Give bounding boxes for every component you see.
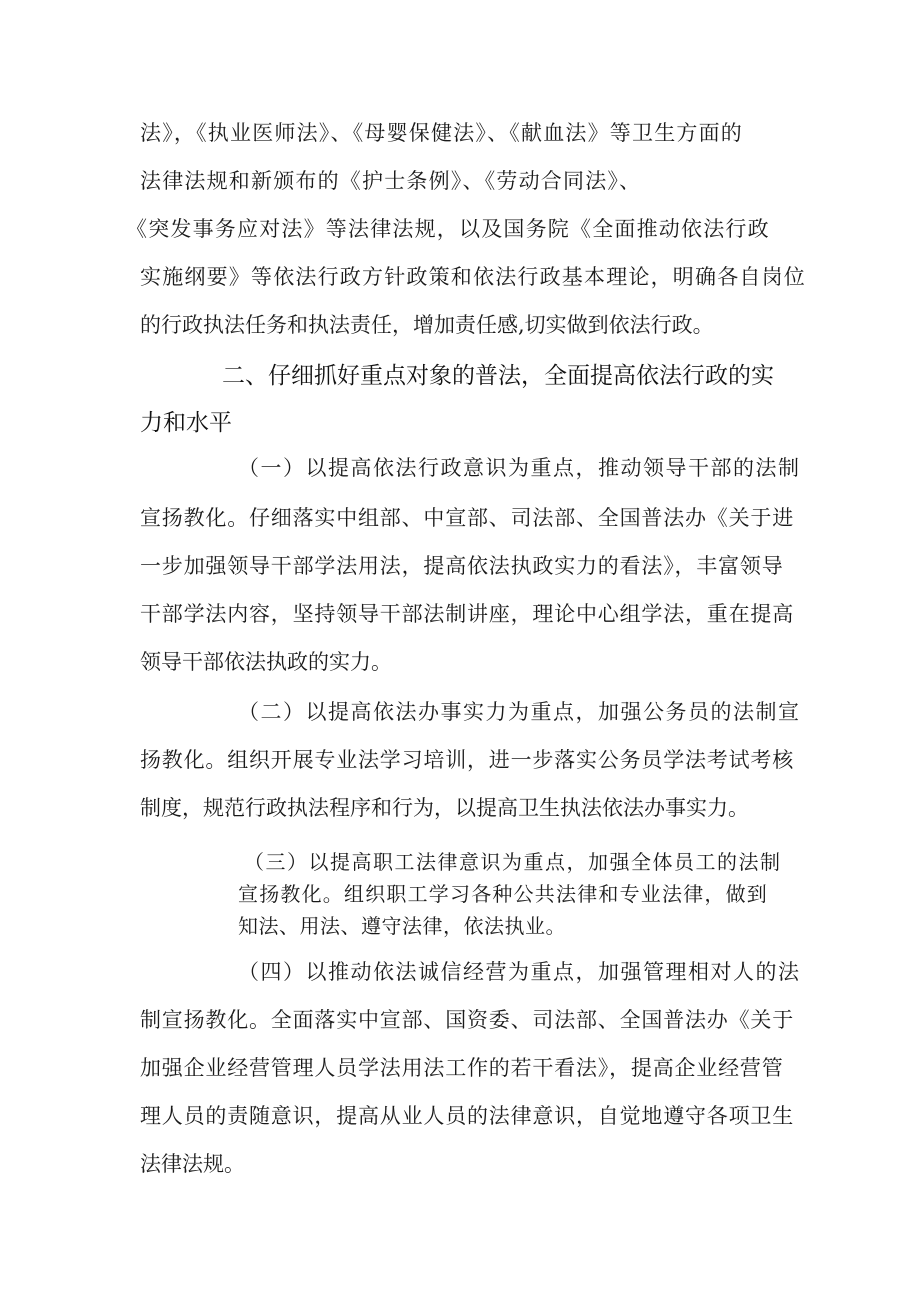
intro-line-2: 法律法规和新颁布的《护士条例》、《劳动合同法》、 [140, 169, 642, 193]
item3-line-2: 宣扬教化。组织职工学习各种公共法律和专业法律，做到 [238, 882, 768, 906]
item4-line-2: 制宣扬教化。全面落实中宣部、国资委、司法部、全国普法办《关于 [140, 1008, 794, 1032]
item2-line-3: 制度，规范行政执法程序和行为，以提高卫生执法依法办事实力。 [140, 796, 749, 820]
item4-line-1: （四）以推动依法诚信经营为重点，加强管理相对人的法 [238, 960, 801, 984]
section-heading-line-2: 力和水平 [140, 410, 232, 436]
intro-line-1: 法》，《执业医师法》、《母婴保健法》、《献血法》等卫生方面的 [140, 121, 743, 145]
item1-line-2: 宣扬教化。仔细落实中组部、中宣部、司法部、全国普法办《关于进 [140, 506, 794, 530]
item1-line-1: （一）以提高依法行政意识为重点，推动领导干部的法制 [238, 456, 801, 480]
item4-line-3: 加强企业经营管理人员学法用法工作的若干看法》，提高企业经营管 [140, 1056, 784, 1080]
intro-line-5: 的行政执法任务和执法责任，增加责任感,切实做到依法行政。 [140, 313, 714, 337]
item2-line-2: 扬教化。组织开展专业法学习培训，进一步落实公务员学法考试考核 [140, 748, 794, 772]
item4-line-4: 理人员的责随意识，提高从业人员的法律意识，自觉地遵守各项卫生 [140, 1104, 794, 1128]
section-heading-line-1: 二、仔细抓好重点对象的普法，全面提高依法行政的实 [222, 363, 774, 389]
item3-line-3: 知法、用法、遵守法律，依法执业。 [238, 914, 566, 938]
intro-line-4: 实施纲要》等依法行政方针政策和依法行政基本理论，明确各自岗位 [140, 265, 806, 289]
item1-line-3: 一步加强领导干部学法用法，提高依法执政实力的看法》，丰富领导 [140, 554, 784, 578]
item3-line-1: （三）以提高职工法律意识为重点，加强全体员工的法制 [244, 850, 782, 874]
item2-line-1: （二）以提高依法办事实力为重点，加强公务员的法制宣 [238, 700, 801, 724]
item1-line-5: 领导干部依法执政的实力。 [140, 650, 392, 674]
item4-line-5: 法律法规。 [140, 1152, 245, 1176]
intro-line-3: 《突发事务应对法》等法律法规，以及国务院《全面推动依法行政 [126, 217, 770, 241]
item1-line-4: 干部学法内容，坚持领导干部法制讲座，理论中心组学法，重在提高 [140, 602, 794, 626]
